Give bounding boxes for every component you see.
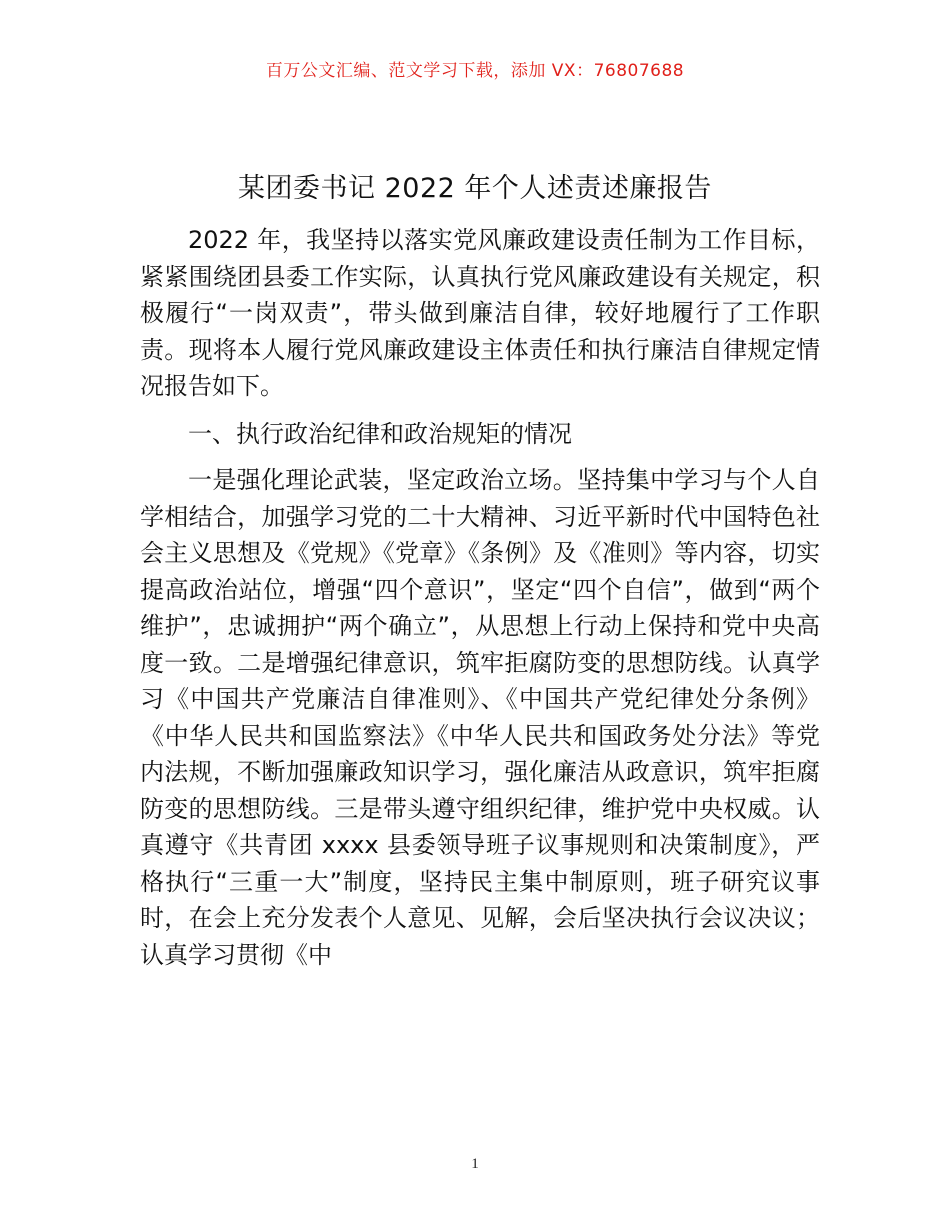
document-body [140, 222, 820, 973]
header-note: 百万公文汇编、范文学习下载，添加 VX：76807688 [265, 61, 685, 81]
intro-paragraph: 2022 年，我坚持以落实党风廉政建设责任制为工作目标，紧紧围绕团县委工作实际，认真执行党风廉政建设有关规定，积极履行“一岗双责”，带头做到廉洁自律，较好地履行了工作职责。现将本人履行党风廉政建设主体责任和执行廉洁自律规定情况报告如下。 [140, 226, 820, 400]
page-number: 1 [471, 1156, 479, 1172]
document-title: 某团委书记 2022 年个人述责述廉报告 [238, 173, 712, 204]
section-heading: 一、执行政治纪律和政治规矩的情况 [188, 419, 572, 448]
section-paragraph: 一是强化理论武装，坚定政治立场。坚持集中学习与个人自学相结合，加强学习党的二十大精神、习近平新时代中国特色社会主义思想及《党规》《党章》《条例》及《准则》等内容，切实提高政治站位，增强“四个意识”，坚定“四个自信”，做到“两个维护”，忠诚拥护“两个确立”，从思想上行动上保持和党中央高度一致。二是增强纪律意识，筑牢拒腐防变的思想防线。认真学习《中国共产党廉洁自律准则》、《中国共产党纪律处分条例》《中华人民共和国监察法》《中华人民共和国政务处分法》等党内法规，不断加强廉政知识学习，强化廉洁从政意识，筑牢拒腐防变的思想防线。三是带头遵守组织纪律，维护党中央权威。认真遵守《共青团 xxxx 县委领导班子议事规则和决策制度》，严格执行“三重一大”制度，坚持民主集中制原则，班子研究议事时，在会上充分发表个人意见、见解，会后坚决执行会议决议；认真学习贯彻《中 [140, 466, 820, 969]
